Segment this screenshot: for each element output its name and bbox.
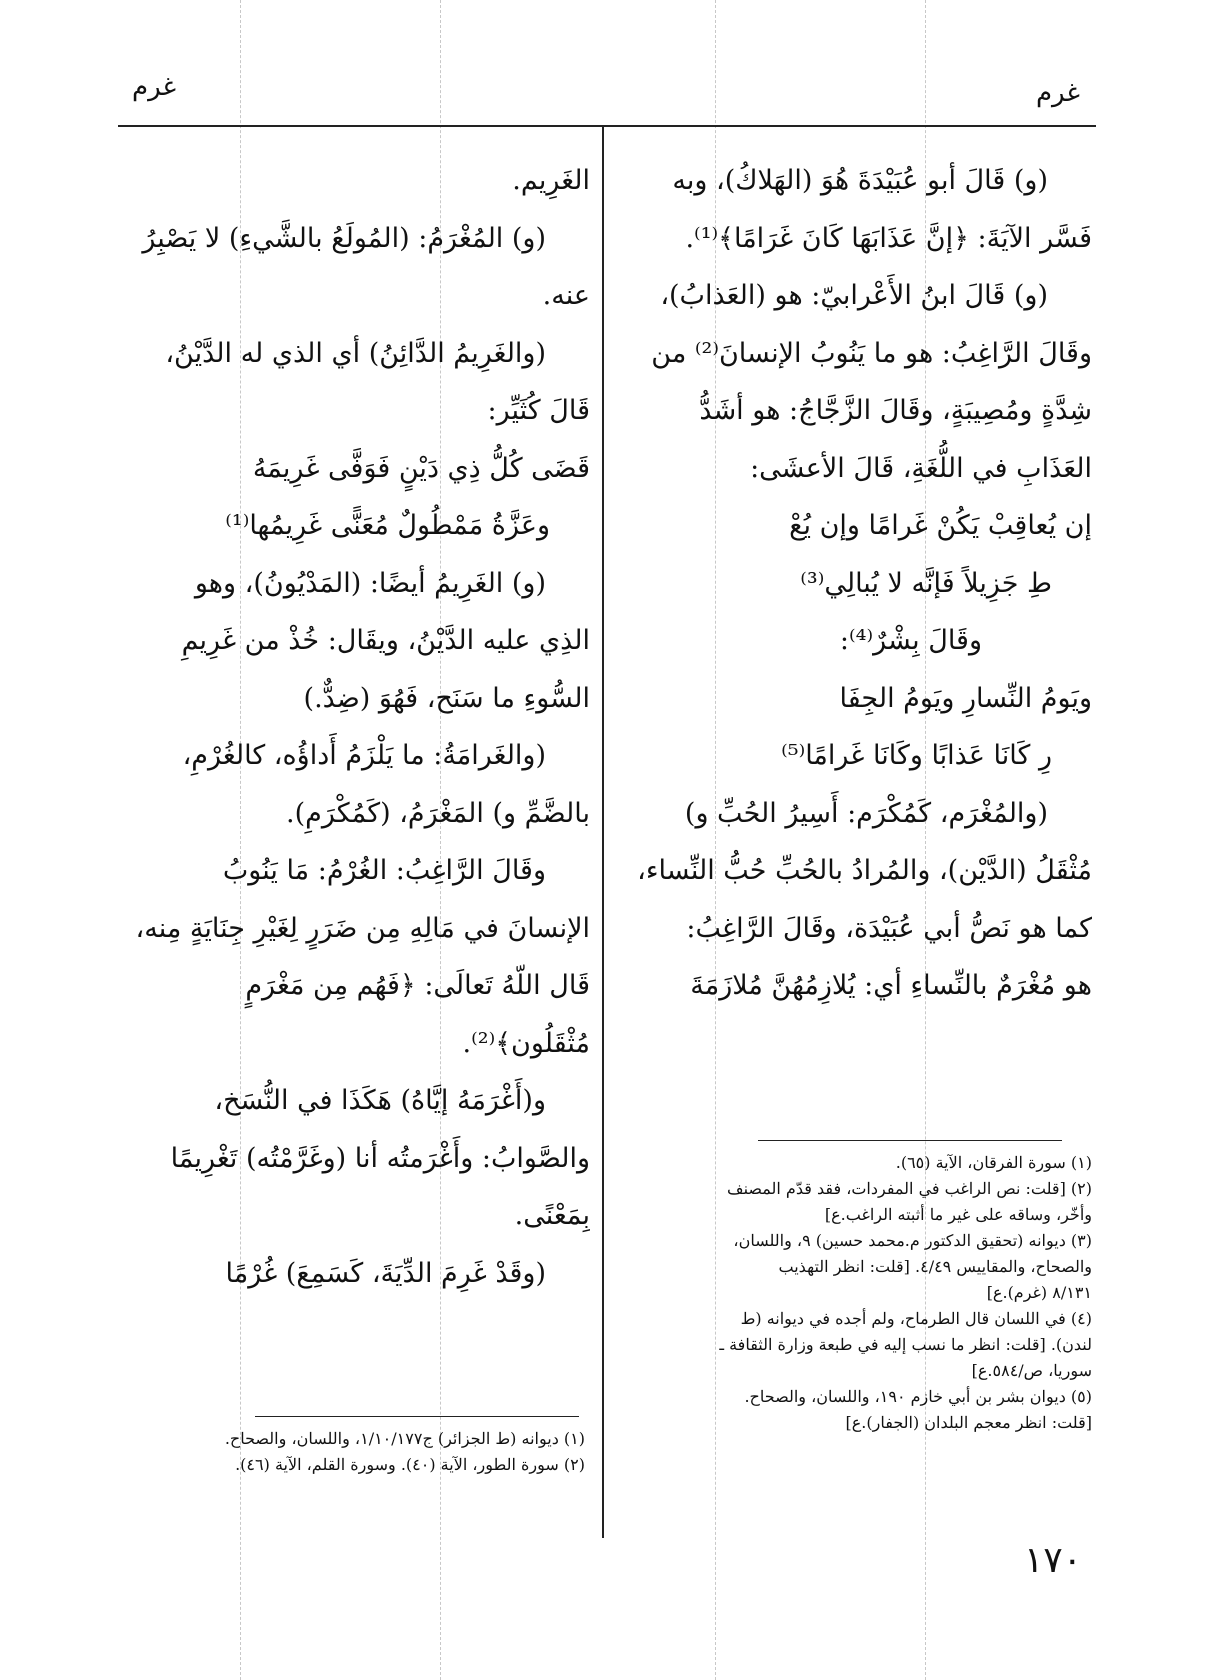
text-line: بالضَّمِّ و) المَغْرَمُ، (كَمُكْرَمِ). <box>285 797 590 829</box>
text-line: بِمَعْنًى. <box>514 1200 590 1231</box>
text-line: شِدَّةٍ ومُصِيبَةٍ، وقَالَ الزَّجَّاجُ: هو أشَدُّ <box>699 395 1092 426</box>
footnote-rule-right <box>758 1140 1062 1141</box>
verse-line: وعَزَّةُ مَمْطُولٌ مُعَنًّى غَرِيمُها⁽¹⁾ <box>225 510 550 541</box>
verse-line: طِ جَزِيلاً فَإنَّه لا يُبالِي⁽³⁾ <box>800 567 1052 599</box>
text-line: العَذَابِ في اللُّغَةِ، قَالَ الأعشَى: <box>750 452 1092 484</box>
header-rule <box>118 125 1096 127</box>
text-line: فَسَّر الآيَةَ: ﴿إنَّ عَذَابَهَا كَانَ غَرَامًا﴾⁽¹⁾. <box>685 222 1092 254</box>
footnote-line: ٨/١٣١ (غرم).ع] <box>986 1283 1092 1302</box>
right-column <box>634 152 1092 1015</box>
right-footnotes <box>634 1150 1092 1436</box>
footnote-line: (١) سورة الفرقان، الآية (٦٥). <box>895 1153 1092 1172</box>
footnote-line: [قلت: انظر معجم البلدان (الجفار).ع] <box>845 1413 1092 1432</box>
text-line: (و) الغَرِيمُ أيضًا: (المَدْيُونُ)، وهو <box>194 567 546 599</box>
footnote-line: (١) ديوانه (ط الجزائر) ج١/١٠/١٧٧، واللسان، والصحاح. <box>224 1429 585 1448</box>
text-line: كما هو نَصُّ أبي عُبَيْدَة، وقَالَ الرَّاغِبُ: <box>686 912 1092 944</box>
left-column <box>125 152 590 1302</box>
header-left-word: غرم <box>132 72 177 102</box>
text-line: (والغَرِيمُ الدَّائِنُ) أي الذي له الدَّيْنُ، <box>165 337 546 369</box>
text-line: قَالَ كُثَيِّر: <box>487 395 590 426</box>
verse-line: قَضَى كُلُّ ذِي دَيْنٍ فَوَفَّى غَرِيمَهُ <box>252 452 590 484</box>
footnote-rule-left <box>255 1416 579 1417</box>
text-line: (و) قَالَ ابنُ الأَعْرابيّ: هو (العَذابُ)، <box>660 280 1048 311</box>
text-line: وقَالَ الرَّاغِبُ: الغُرْمُ: مَا يَنُوبُ <box>222 855 546 886</box>
footnote-line: (٤) في اللسان قال الطرماح، ولم أجده في ديوانه (ط <box>740 1309 1092 1328</box>
footnote-line: (٥) ديوان بشر بن أبي خازم ١٩٠، واللسان، والصحاح. <box>744 1387 1092 1406</box>
footnote-line: وأخّر، وساقه على غير ما أثبته الراغب.ع] <box>824 1205 1092 1224</box>
text-line: الإنسانَ في مَالِهِ مِن ضَرَرٍ لِغَيْرِ جِنَايَةٍ مِنه، <box>135 912 590 944</box>
text-line: (والمُغْرَم، كَمُكْرَم: أَسِيرُ الحُبِّ و) <box>684 797 1048 829</box>
text-line: قَال اللّهُ تَعالَى: ﴿فَهُم مِن مَغْرَمٍ <box>245 970 590 1001</box>
verse-line: ويَومُ النِّسارِ ويَومُ الجِفَا <box>839 682 1092 714</box>
text-line: الذِي عليه الدَّيْنُ، ويقَال: خُذْ من غَرِيمِ <box>181 625 590 656</box>
column-divider <box>602 126 604 1538</box>
footnote-line: سوريا، ص/٥٨٤.ع] <box>971 1361 1092 1380</box>
text-line: مُثْقَلُون﴾⁽²⁾. <box>462 1027 590 1059</box>
text-line: مُثْقَلُ (الدَّيْن)، والمُرادُ بالحُبِّ حُبُّ النِّساء، <box>637 855 1092 886</box>
text-line: والصَّوابُ: وأَغْرَمتُه أنا (وغَرَّمْتُه) تَغْرِيمًا <box>170 1142 590 1174</box>
text-line: عنه. <box>542 280 590 311</box>
page-number: ١٧٠ <box>1023 1540 1082 1581</box>
footnote-line: (٢) سورة الطور، الآية (٤٠). وسورة القلم، الآية (٤٦). <box>235 1455 585 1474</box>
header-right-word: غرم <box>1035 78 1080 108</box>
footnote-line: (٣) ديوانه (تحقيق الدكتور م.محمد حسين) ٩، واللسان، <box>733 1231 1092 1250</box>
text-line: (و) المُغْرَمُ: (المُولَعُ بالشَّيءِ) لا يَصْبِرُ <box>142 222 546 254</box>
footnote-line: والصحاح، والمقاييس ٤/٤٩. [قلت: انظر التهذيب <box>778 1257 1092 1276</box>
text-line: الغَرِيم. <box>512 165 590 196</box>
left-footnotes <box>115 1426 585 1478</box>
text-line: (وقَدْ غَرِمَ الدِّيَةَ، كَسَمِعَ) غُرْمًا <box>225 1257 546 1289</box>
text-line: وقَالَ الرَّاغِبُ: هو ما يَنُوبُ الإنسانَ⁽²⁾ من <box>651 337 1092 369</box>
verse-line: إن يُعاقِبْ يَكُنْ غَرامًا وإن يُعْ <box>789 510 1092 541</box>
text-line: و(أَغْرَمَهُ إيَّاهُ) هَكَذَا في النُّسَخ، <box>214 1085 546 1116</box>
text-line: (و) قَالَ أبو عُبَيْدَةَ هُوَ (الهَلاكُ)، وبه <box>672 165 1048 196</box>
footnote-line: لندن). [قلت: انظر ما نسب إليه في طبعة وزارة الثقافة ـ <box>719 1335 1092 1354</box>
verse-line: رِ كَانَا عَذابًا وكَانَا غَرامًا⁽⁵⁾ <box>781 740 1052 771</box>
text-line: وقَالَ بِشْرٌ⁽⁴⁾: <box>839 625 982 656</box>
footnote-line: (٢) [قلت: نص الراغب في المفردات، فقد قدّم المصنف <box>727 1179 1092 1198</box>
text-line: هو مُغْرَمٌ بالنِّساءِ أي: يُلازِمُهُنَّ مُلازَمَةَ <box>690 970 1092 1001</box>
text-line: (والغَرامَةُ: ما يَلْزَمُ أَداؤُه، كالغُرْمِ، <box>182 740 546 771</box>
text-line: السُّوءِ ما سَنَح، فَهُوَ (ضِدٌّ.) <box>303 682 590 714</box>
